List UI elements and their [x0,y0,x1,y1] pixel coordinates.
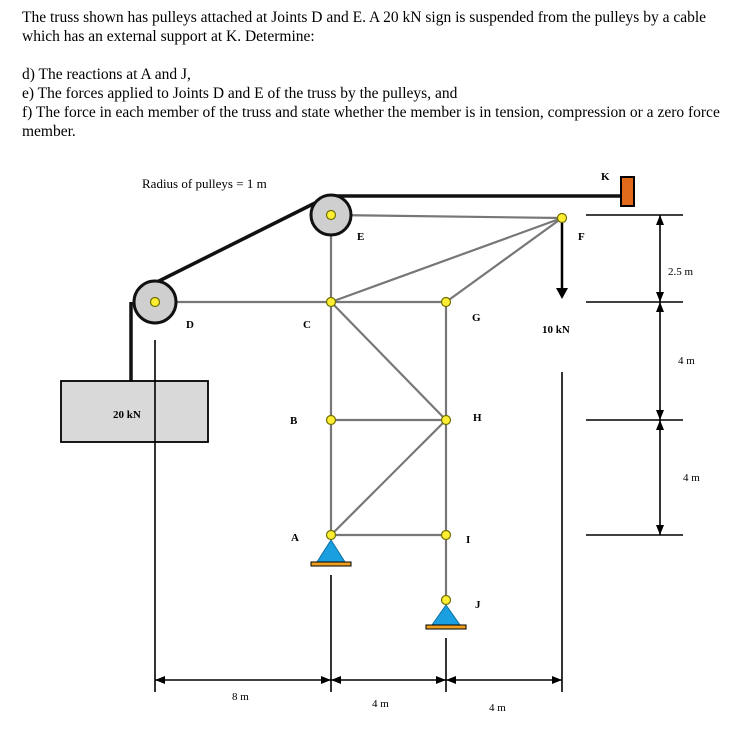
dim-label-8m: 8 m [232,691,249,703]
label-k: K [601,171,610,183]
support-k-block [621,177,634,206]
truss-members [155,215,562,600]
truss-joints [151,211,567,605]
dim-label-4m-upper: 4 m [678,355,695,367]
load-arrow-head [556,288,568,299]
joint-j [442,596,451,605]
support-a [311,540,351,566]
joint-i [442,531,451,540]
label-e: E [357,231,365,243]
label-i: I [466,534,471,546]
cable-d-to-e [139,202,317,291]
member-ch [331,302,446,420]
dim-label-2-5m: 2.5 m [668,266,694,278]
joint-d [151,298,160,307]
dim-label-4m-right: 4 m [489,702,506,714]
problem-intro: The truss shown has pulleys attached at Joints D and E. A 20 kN sign is suspended from the pulleys by a cable which has an external support at K. Determine: [22,9,707,45]
vertical-dimensions [586,215,683,535]
label-h: H [473,412,482,424]
question-f: f) The force in each member of the truss and state whether the member is in tension, compression or a zero force member. [22,104,720,140]
label-f: F [578,231,585,243]
label-b: B [290,415,298,427]
member-gf [446,218,562,302]
joint-e [327,211,336,220]
question-d: d) The reactions at A and J, [22,66,191,83]
label-j: J [475,599,481,611]
joint-a [327,531,336,540]
dim-label-4m-left: 4 m [372,698,389,710]
dim-label-4m-lower: 4 m [683,472,700,484]
joint-h [442,416,451,425]
member-ef [331,215,562,218]
label-d: D [186,319,194,331]
member-ah [331,420,446,535]
sign-load-label: 20 kN [113,409,141,421]
joint-f [558,214,567,223]
joint-b [327,416,336,425]
horizontal-dimensions [155,340,562,692]
support-j [426,605,466,629]
joint-g [442,298,451,307]
label-a: A [291,532,299,544]
applied-load-label: 10 kN [542,324,570,336]
joint-c [327,298,336,307]
pulley-radius-label: Radius of pulleys = 1 m [142,176,267,191]
question-e: e) The forces applied to Joints D and E of the truss by the pulleys, and [22,85,458,102]
member-cf [331,218,562,302]
label-g: G [472,312,481,324]
label-c: C [303,319,311,331]
